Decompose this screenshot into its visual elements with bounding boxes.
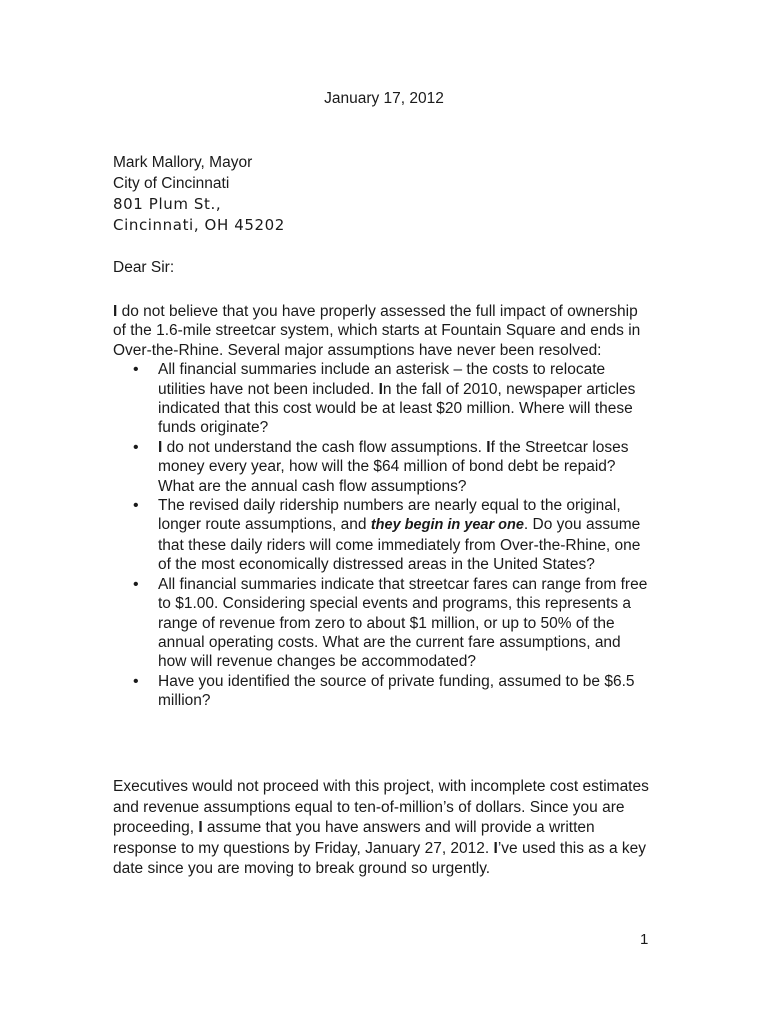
page-number: 1 — [640, 931, 649, 948]
q2-text-b: f the Streetcar loses money every year, how will the $64 million of bond debt be repaid? What are the annual cash flow assumptions? — [158, 438, 629, 495]
q3-text-a: The revised daily ridership numbers are nearly equal to the original, longer route assumptions, and — [158, 497, 621, 534]
recipient-organization: City of Cincinnati — [113, 175, 230, 192]
dropcap-letter: I — [113, 303, 118, 320]
q2-text-a: do not understand the cash flow assumptions. — [162, 438, 487, 456]
list-item: • All financial summaries indicate that streetcar fares can range from free to $1.00. Considering special events and programs, this represents a range of revenue from zero to about $1 million, or up to 50% of the annual operating costs. What are the current fare assumptions, and how will revenue changes be accommodated? — [158, 575, 653, 672]
recipient-street: 801 Plum St., — [113, 195, 222, 213]
q1-text-b: n the fall of 2010, newspaper articles indicated that this cost would be at least $20 million. Where will these funds originate? — [158, 380, 636, 437]
q1-text-a: All financial summaries include an asterisk – the costs to relocate utilities have not been included. — [158, 361, 606, 398]
q2-bold-letter-a: I — [158, 438, 163, 456]
closing-paragraph — [113, 777, 653, 880]
intro-text: do not believe that you have properly assessed the full impact of ownership of the 1.6-mile streetcar system, which starts at Fountain Square and ends in Over-the-Rhine. Several major assumptions have never been resolved: — [113, 303, 641, 359]
closing-bold-letter-a: I — [198, 819, 203, 836]
recipient-address — [113, 152, 653, 236]
closing-text-c: ’ve used this as a key date since you are moving to break ground so urgently. — [113, 839, 647, 877]
salutation: Dear Sir: — [113, 259, 175, 276]
closing-text-b: assume that you have answers and will provide a written response to my questions by Friday, January 27, 2012. — [113, 819, 595, 857]
list-item — [158, 496, 653, 575]
closing-bold-letter-b: I — [493, 839, 498, 857]
q1-bold-letter: I — [378, 380, 383, 398]
intro-paragraph — [113, 302, 653, 360]
recipient-name: Mark Mallory, Mayor — [113, 154, 253, 171]
letter-date: January 17, 2012 — [324, 90, 444, 107]
q3-emphasis: they begin in year one — [370, 517, 524, 534]
q3-text-b: . Do you assume that these daily riders will come immediately from Over-the-Rhine, one of the most economically distressed areas in the United States? — [158, 516, 641, 574]
closing-text-a: Executives would not proceed with this project, with incomplete cost estimates and revenue assumptions equal to ten-of-million’s of dollars. Since you are proceeding, — [113, 778, 649, 836]
letter-body — [113, 302, 653, 711]
recipient-city: Cincinnati, OH 45202 — [113, 216, 285, 234]
list-item: • Have you identified the source of private funding, assumed to be $6.5 million? — [158, 672, 653, 711]
list-item — [158, 438, 653, 496]
list-item — [158, 360, 653, 438]
question-list — [113, 360, 653, 710]
q2-bold-letter-b: I — [486, 438, 491, 456]
